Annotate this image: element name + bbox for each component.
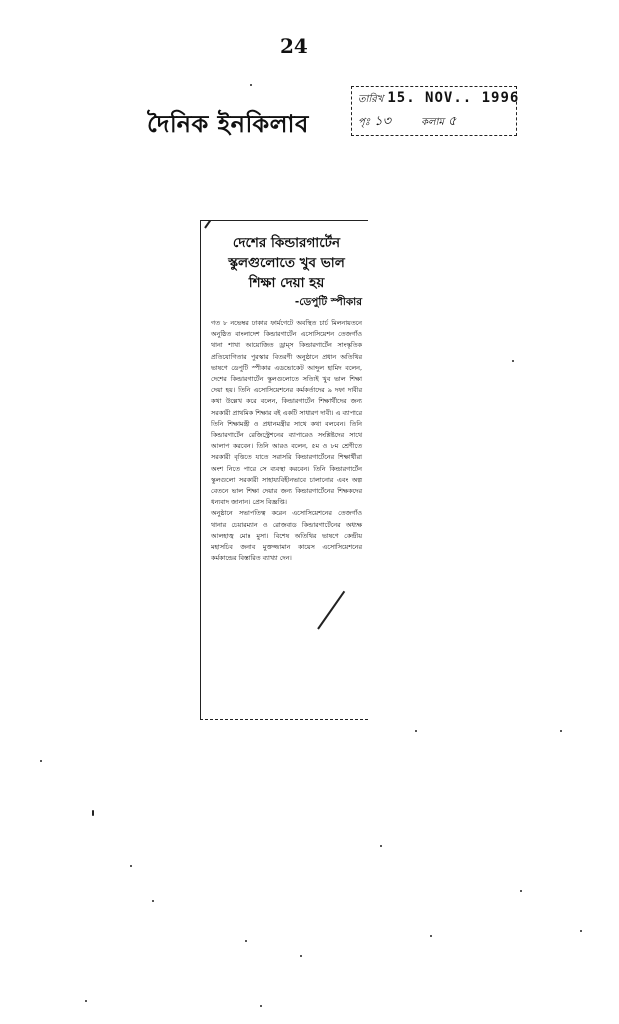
scan-speck [560, 730, 562, 732]
scan-speck [300, 955, 302, 957]
stamp-date-row [358, 90, 520, 112]
scan-speck [130, 865, 132, 867]
stamp-page-label: পৃঃ [358, 117, 371, 128]
scan-speck [520, 890, 522, 892]
page-number: 24 [280, 34, 308, 58]
scan-speck [415, 730, 417, 732]
article-byline: -ডেপুটি স্পীকার [294, 296, 362, 308]
scan-speck [260, 1005, 262, 1007]
headline-line: স্কুলগুলোতে খুব ভাল [228, 255, 345, 271]
article-headline [211, 233, 362, 293]
headline-line: দেশের কিন্ডারগার্টেন [232, 235, 341, 251]
scan-speck [40, 760, 42, 762]
article-paragraph: অনুষ্ঠানে সভাপতিত্ব করেন এসোসিয়েশনের তেজগাঁও থানার চেয়ারম্যান ও রোজবাড কিন্ডারগার্টেনের অধ্যক্ষ আলহাজ্ব মোঃ মুসা। বিশেষ অতিথির ভাষণে কেন্দ্রীয় মহাসচিব জনাব মুক্তজ্জামান কায়েস এসোসিয়েশনের কর্মকান্ডের বিস্তারিত ব্যাখ্যা দেন। [211, 509, 362, 563]
scan-speck [85, 1000, 87, 1002]
scan-speck [245, 940, 247, 942]
stamp-column-value: ৫ [447, 114, 457, 129]
headline-line: শিক্ষা দেয়া হয় [248, 275, 325, 291]
stamp-column-label: কলাম [421, 117, 444, 128]
scan-speck [152, 900, 154, 902]
stamp-date-value: 15. NOV.. 1996 [387, 90, 520, 106]
scan-speck [580, 930, 582, 932]
scan-speck [430, 935, 432, 937]
article-clipping [200, 220, 368, 720]
article-paragraph: গত ৮ নভেম্বর ঢাকার ফার্মগেটে অবস্থিত চার্চ মিলনায়তনে অনুষ্ঠিত বাংলাদেশ কিন্ডারগার্টেন এসোসিয়েশন তেজগাঁও থানা শাখা আয়োজিত ড্রাম্স কিন্ডারগার্টেন সাংস্কৃতিক প্রতিযোগিতার পুরস্কার বিতরণী অনুষ্ঠানে প্রধান অতিথির ভাষণে ডেপুটি স্পীকার এডভোকেট আব্দুল হামিদ বলেন, দেশের কিন্ডারগার্টেন স্কুলগুলোতে সত্যিই খুব ভাল শিক্ষা দেয়া হয়। তিনি এসোসিয়েশনের কর্মকর্তাদের ৯ দফা দাবীর কথা উল্লেখ করে বলেন, কিন্ডারগার্টেন শিক্ষার্থীদের জন্য সরকারী প্রাথমিক শিক্ষার বই একটি সাধারণ দাবী। এ ব্যাপারে তিনি শিক্ষামন্ত্রী ও প্রধানমন্ত্রীর সাথে কথা বলবেন। তিনি কিন্ডারগার্টেন রেজিস্ট্রেশনের ব্যাপারেও সংশ্লিষ্টদের সাথে আলাপ করবেন। তিনি আরও বলেন, ৫ম ও ৮ম শ্রেণীতে সরকারী বৃত্তিতে যাতে সরাসরি কিন্ডারগার্টেনের শিক্ষার্থীরা অংশ নিতে পারে সে ব্যবস্থা করবেন। তিনি কিন্ডারগার্টেন স্কুলগুলো সরকারী সাহায্যবিহীনভাবে চালানোর এবং অল্প বেতনে ভাল শিক্ষা দেয়ার জন্য কিন্ডারগার্টেনের শিক্ষকদের ধন্যবাদ জানান। প্রেস বিজ্ঞপ্তি। [211, 319, 362, 507]
scan-speck [92, 810, 94, 816]
newspaper-name: দৈনিক ইনকিলাব [147, 109, 309, 138]
stamp-date-label: তারিখ [358, 94, 384, 105]
stamp-page-value: ১৩ [374, 114, 392, 129]
scan-speck [512, 360, 514, 362]
cut-mark [204, 220, 221, 229]
scan-speck [380, 845, 382, 847]
date-stamp [351, 86, 520, 136]
stamp-page-row [358, 112, 510, 134]
scan-speck [250, 84, 252, 86]
